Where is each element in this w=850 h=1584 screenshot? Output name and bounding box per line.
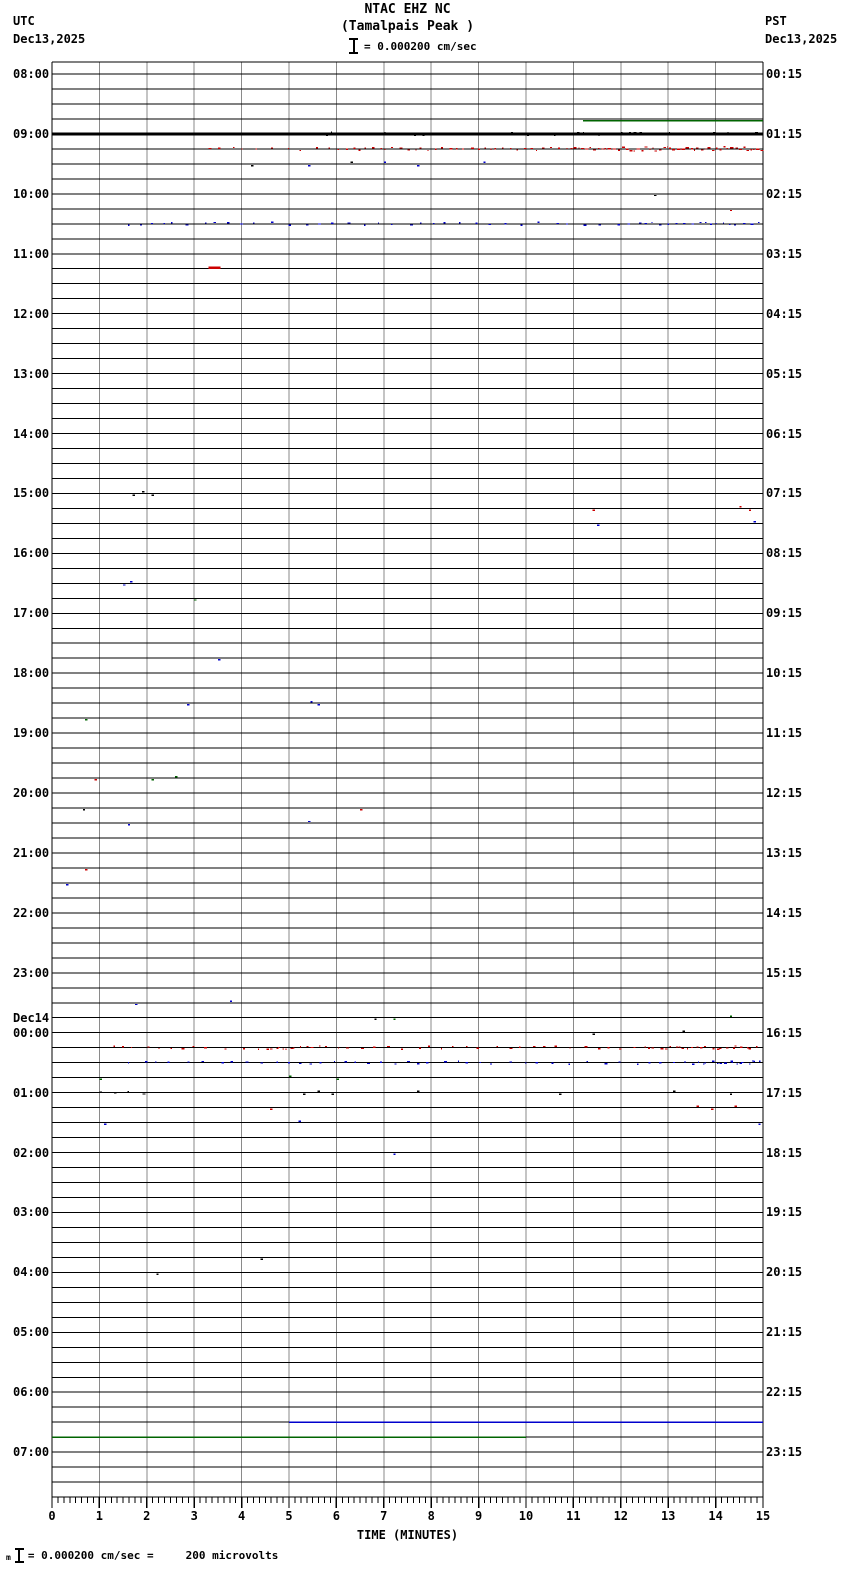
utc-hour-label: 00:00: [13, 1025, 50, 1040]
minute-tick-label: 0: [48, 1509, 56, 1523]
pst-hour-label: 14:15: [766, 905, 803, 920]
station-title: NTAC EHZ NC: [364, 2, 451, 17]
date-change-label: Dec14: [13, 1010, 50, 1025]
utc-hour-label: 06:00: [13, 1385, 50, 1400]
pst-hour-label: 04:15: [766, 306, 803, 321]
minute-tick-label: 6: [332, 1509, 340, 1523]
pst-hour-label: 09:15: [766, 606, 803, 621]
station-subtitle: (Tamalpais Peak ): [340, 19, 475, 34]
pst-hour-label: 18:15: [766, 1145, 803, 1160]
utc-hour-label: 10:00: [13, 186, 50, 201]
minute-tick-label: 13: [660, 1509, 676, 1523]
utc-hour-label: 18:00: [13, 666, 50, 681]
left-date-label: Dec13,2025: [13, 32, 86, 46]
minute-tick-label: 5: [285, 1509, 293, 1523]
right-timezone-label: PST: [765, 14, 787, 28]
pst-hour-label: 02:15: [766, 186, 803, 201]
utc-hour-label: 17:00: [13, 606, 50, 621]
xaxis-title: TIME (MINUTES): [356, 1528, 459, 1542]
minute-tick-label: 7: [380, 1509, 388, 1523]
utc-hour-label: 08:00: [13, 67, 50, 81]
minute-tick-label: 2: [143, 1509, 151, 1523]
utc-hour-label: 05:00: [13, 1325, 50, 1340]
utc-hour-label: 01:00: [13, 1085, 50, 1100]
utc-hour-label: 04:00: [13, 1265, 50, 1280]
utc-hour-label: 15:00: [13, 486, 50, 501]
utc-hour-label: 07:00: [13, 1445, 50, 1460]
pst-hour-label: 08:15: [766, 546, 803, 561]
footer-note-equation: = 0.000200 cm/sec =: [27, 1549, 154, 1562]
pst-hour-label: 06:15: [766, 426, 803, 441]
utc-hour-label: 16:00: [13, 546, 50, 561]
pst-hour-label: 12:15: [766, 786, 803, 801]
minute-tick-label: 1: [95, 1509, 103, 1523]
pst-hour-label: 23:15: [766, 1445, 803, 1460]
utc-hour-label: 09:00: [13, 126, 50, 141]
utc-hour-label: 23:00: [13, 965, 50, 980]
utc-hour-label: 19:00: [13, 726, 50, 741]
footer-note-value: 200 microvolts: [185, 1549, 279, 1562]
utc-hour-label: 02:00: [13, 1145, 50, 1160]
utc-hour-label: 21:00: [13, 845, 50, 860]
pst-hour-label: 05:15: [766, 366, 803, 381]
pst-hour-label: 19:15: [766, 1205, 803, 1220]
minute-tick-label: 3: [190, 1509, 198, 1523]
utc-hour-label: 03:00: [13, 1205, 50, 1220]
utc-hour-label: 11:00: [13, 246, 50, 261]
pst-hour-label: 21:15: [766, 1325, 803, 1340]
utc-hour-label: 22:00: [13, 905, 50, 920]
footer-scale-note: [6, 1548, 278, 1563]
pst-hour-label: 10:15: [766, 666, 803, 681]
pst-hour-label: 13:15: [766, 845, 803, 860]
utc-hour-label: 20:00: [13, 786, 50, 801]
minute-tick-label: 9: [474, 1509, 483, 1523]
pst-hour-label: 07:15: [766, 486, 803, 501]
pst-hour-label: 11:15: [766, 726, 803, 741]
minute-tick-label: 14: [708, 1509, 723, 1523]
minute-tick-label: 15: [755, 1509, 771, 1523]
minute-tick-label: 4: [237, 1509, 246, 1523]
utc-hour-label: 12:00: [13, 306, 50, 321]
pst-hour-label: 03:15: [766, 246, 803, 261]
pst-hour-label: 20:15: [766, 1265, 803, 1280]
right-date-label: Dec13,2025: [765, 32, 838, 46]
minute-tick-label: 8: [427, 1509, 435, 1523]
utc-hour-label: 13:00: [13, 366, 50, 381]
pst-hour-label: 16:15: [766, 1025, 803, 1040]
footer-scale-bar-icon: [15, 1548, 24, 1563]
pst-hour-label: 00:15: [766, 67, 803, 81]
scale-label: = 0.000200 cm/sec: [364, 39, 477, 53]
footer-note-prefix: m: [6, 1553, 11, 1562]
minute-tick-label: 11: [566, 1509, 581, 1523]
minute-tick-label: 10: [518, 1509, 534, 1523]
pst-hour-label: 01:15: [766, 126, 803, 141]
pst-hour-label: 15:15: [766, 965, 803, 980]
pst-hour-label: 22:15: [766, 1385, 803, 1400]
utc-hour-label: 14:00: [13, 426, 50, 441]
left-timezone-label: UTC: [13, 14, 35, 28]
minute-tick-label: 12: [613, 1509, 629, 1523]
pst-hour-label: 17:15: [766, 1085, 803, 1100]
